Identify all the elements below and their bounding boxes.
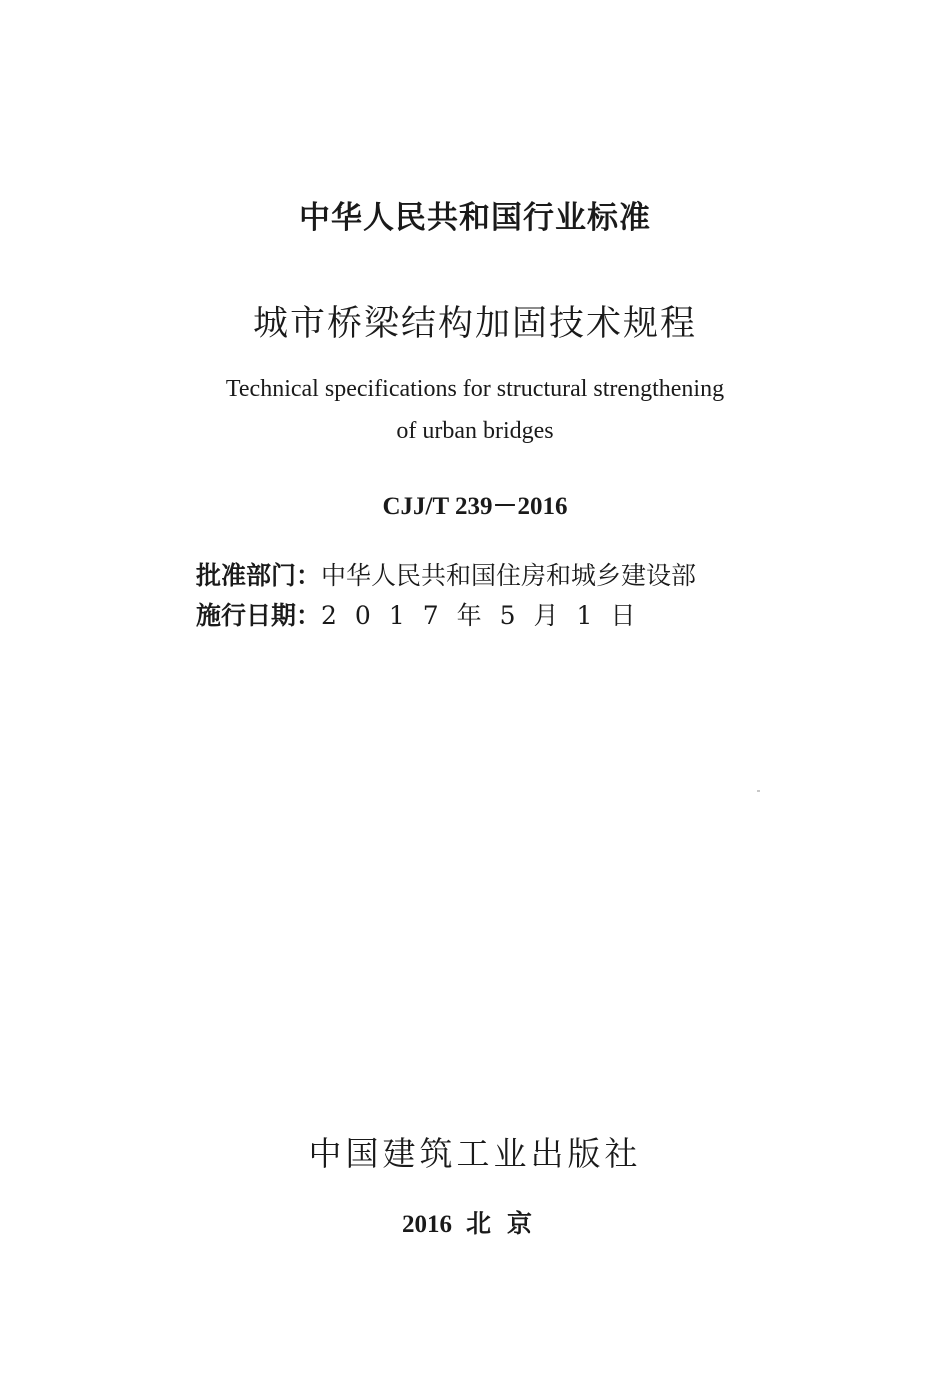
effective-label: 施行日期： bbox=[196, 601, 322, 630]
publication-year: 2016 bbox=[401, 1211, 452, 1238]
standard-code: CJJ/T 239－2016 bbox=[382, 493, 568, 520]
approval-department bbox=[196, 556, 696, 592]
effective-value: 2017年5月1日 bbox=[321, 601, 654, 630]
publication-city: 北京 bbox=[465, 1209, 548, 1238]
publisher-name: 中国建筑工业出版社 bbox=[308, 1134, 642, 1173]
effective-date bbox=[196, 596, 653, 632]
approval-value: 中华人民共和国住房和城乡建设部 bbox=[321, 561, 697, 590]
industry-standard-heading: 中华人民共和国行业标准 bbox=[299, 200, 651, 236]
english-title-line-2: of urban bridges bbox=[396, 418, 554, 444]
publication-line bbox=[0, 1204, 950, 1240]
english-title-line-1: Technical specifications for structural strengthening bbox=[225, 376, 725, 402]
chinese-title: 城市桥梁结构加固技术规程 bbox=[252, 304, 697, 344]
approval-label: 批准部门： bbox=[196, 561, 322, 590]
scan-speck bbox=[757, 790, 760, 792]
